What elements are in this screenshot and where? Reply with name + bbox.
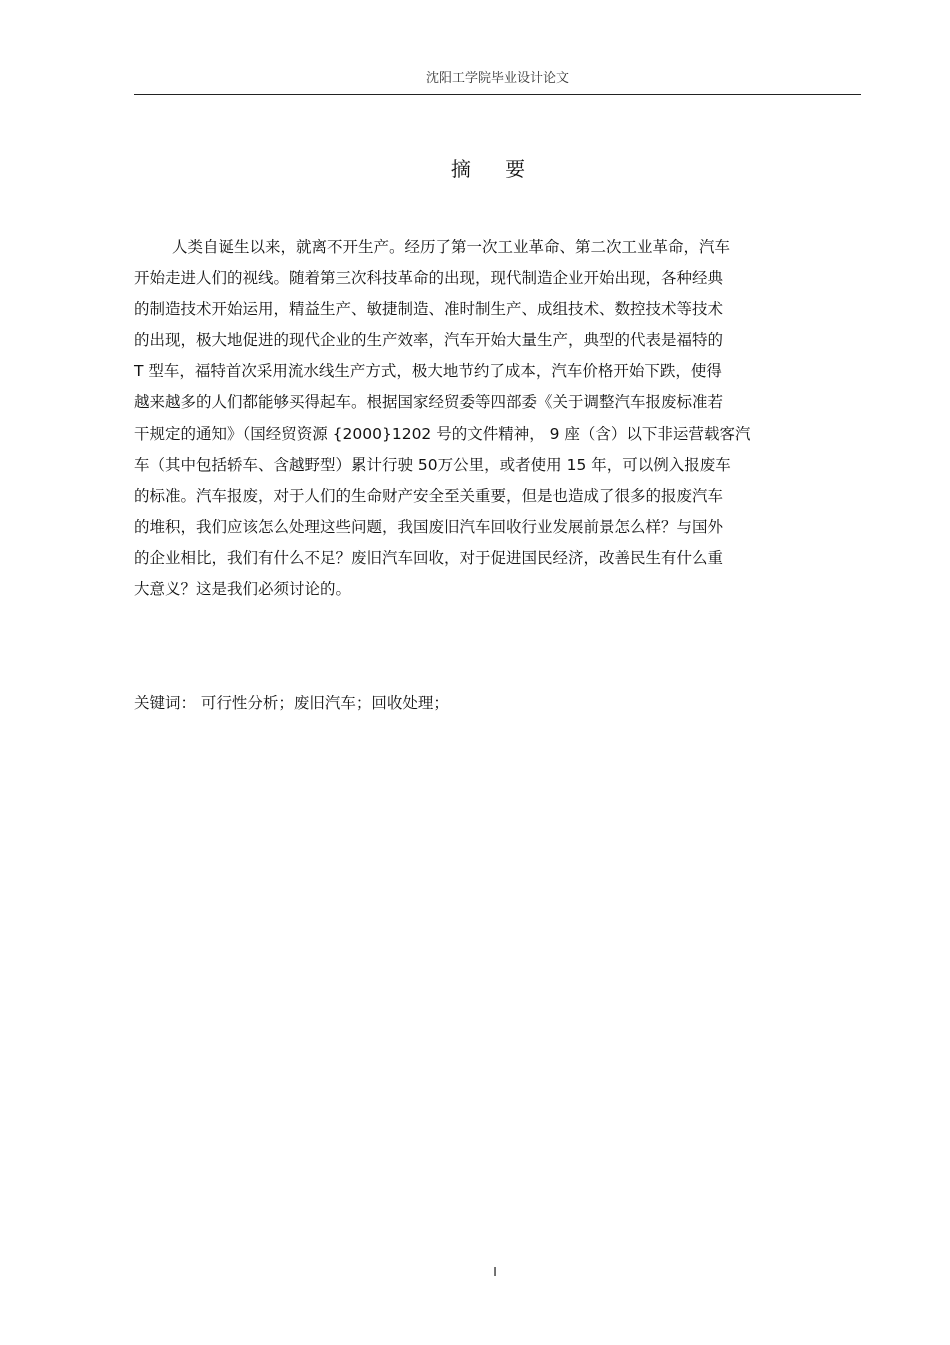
header-title: 沈阳工学院毕业设计论文 [425, 71, 569, 86]
abstract-line: 开始走进人们的视线。随着第三次科技革命的出现，现代制造企业开始出现，各种经典 [134, 269, 724, 288]
abstract-heading: 摘 要 [450, 157, 540, 181]
abstract-line: 越来越多的人们都能够买得起车。根据国家经贸委等四部委《关于调整汽车报废标准若 [134, 393, 724, 412]
abstract-body [134, 234, 874, 607]
abstract-line: 的出现，极大地促进的现代企业的生产效率，汽车开始大量生产，典型的代表是福特的 [134, 331, 724, 350]
page-number: I [493, 1265, 497, 1279]
abstract-line: T 型车，福特首次采用流水线生产方式，极大地节约了成本，汽车价格开始下跌，使得 [134, 362, 722, 381]
abstract-line: 的制造技术开始运用，精益生产、敏捷制造、准时制生产、成组技术、数控技术等技术 [134, 300, 724, 319]
keywords: 关键词： 可行性分析；废旧汽车；回收处理； [134, 694, 449, 712]
abstract-line: 的堆积，我们应该怎么处理这些问题，我国废旧汽车回收行业发展前景怎么样？与国外 [134, 517, 724, 536]
abstract-line: 的标准。汽车报废，对于人们的生命财产安全至关重要，但是也造成了很多的报废汽车 [134, 486, 724, 505]
abstract-line: 干规定的通知》（国经贸资源 {2000}1202 号的文件精神， 9 座（含）以下非运营载客汽 [134, 424, 751, 443]
abstract-line: 大意义？这是我们必须讨论的。 [134, 580, 352, 599]
abstract-line: 的企业相比，我们有什么不足？废旧汽车回收，对于促进国民经济，改善民生有什么重 [134, 548, 724, 567]
abstract-line: 人类自诞生以来，就离不开生产。经历了第一次工业革命、第二次工业革命，汽车 [172, 238, 731, 256]
page-header [134, 66, 861, 95]
abstract-line: 车（其中包括轿车、含越野型）累计行驶 50万公里，或者使用 15 年，可以例入报废车 [134, 455, 731, 474]
